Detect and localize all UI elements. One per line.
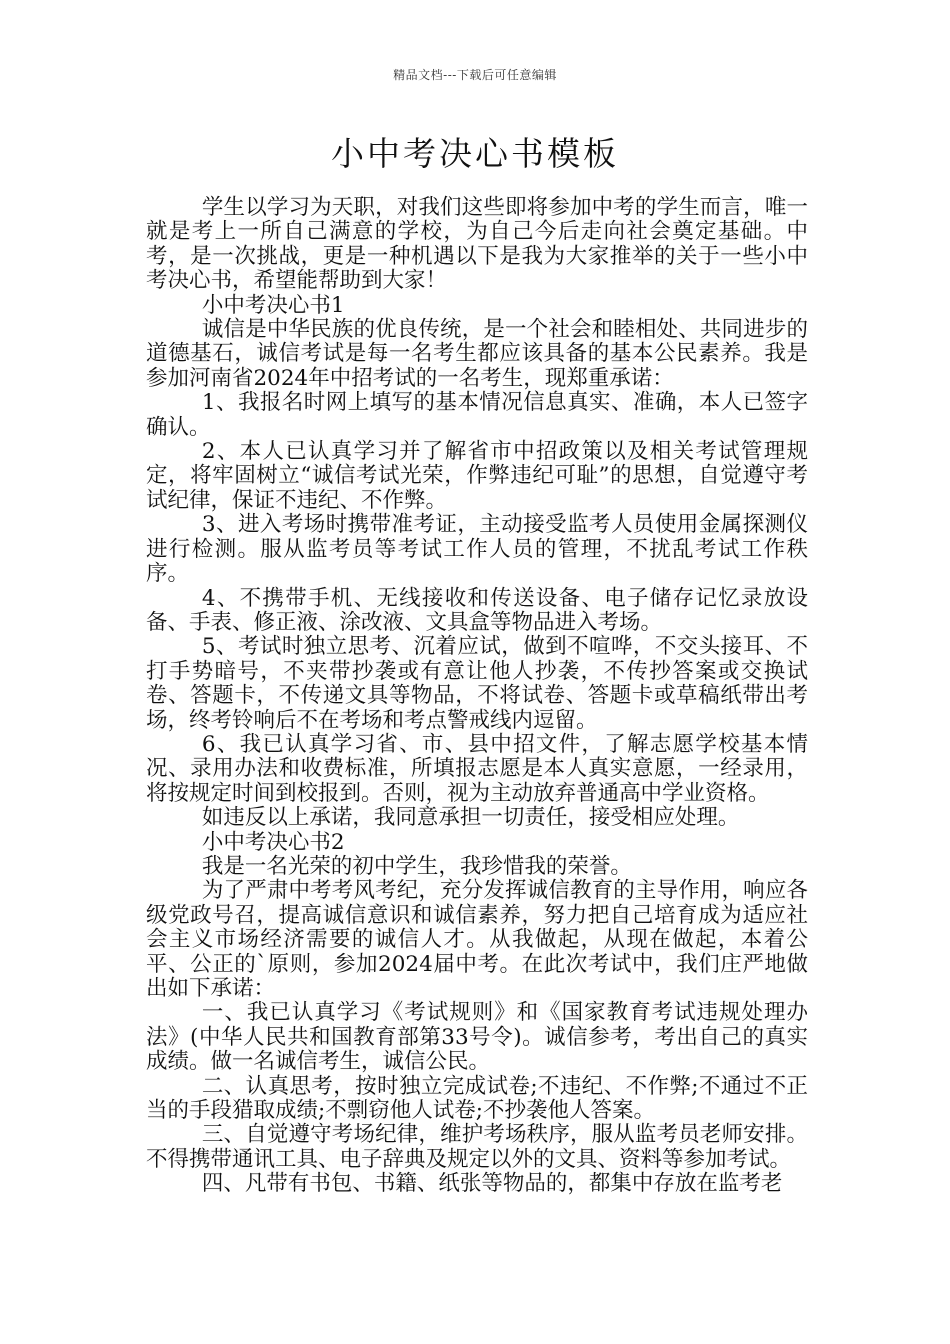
pledge-item: 一、我已认真学习《考试规则》和《国家教育考试违规处理办法》(中华人民共和国教育部第33号令)。诚信参考，考出自己的真实成绩。做一名诚信考生，诚信公民。 [146, 1000, 808, 1075]
paragraph: 诚信是中华民族的优良传统，是一个社会和睦相处、共同进步的道德基石，诚信考试是每一名考生都应该具备的基本公民素养。我是参加河南省2024年中招考试的一名考生，现郑重承诺： [146, 317, 808, 391]
section-heading-1: 小中考决心书1 [201, 292, 345, 318]
pledge-item: 5、考试时独立思考、沉着应试，做到不喧哗，不交头接耳、不打手势暗号，不夹带抄袭或有意让他人抄袭，不传抄答案或交换试卷、答题卡，不传递文具等物品，不将试卷、答题卡或草稿纸带出考场，终考铃响后不在考场和考点警戒线内逗留。 [146, 634, 808, 733]
section-heading-2: 小中考决心书2 [201, 829, 345, 855]
header-note: 精品文档---下载后可任意编辑 [393, 68, 557, 82]
paragraph: 为了严肃中考考风考纪，充分发挥诚信教育的主导作用，响应各级党政号召，提高诚信意识和诚信素养，努力把自己培育成为适应社会主义市场经济需要的诚信人才。从我做起，从现在做起，本着公平、公正的`原则，参加2024届中考。在此次考试中，我们庄严地做出如下承诺： [146, 878, 808, 1001]
paragraph: 如违反以上承诺，我同意承担一切责任，接受相应处理。 [201, 805, 740, 831]
document-body [146, 196, 808, 1197]
pledge-item: 3、进入考场时携带准考证，主动接受监考人员使用金属探测仪进行检测。服从监考员等考试工作人员的管理，不扰乱考试工作秩序。 [146, 512, 808, 587]
paragraph: 我是一名光荣的初中学生，我珍惜我的荣誉。 [201, 853, 632, 879]
pledge-item: 6、我已认真学习省、市、县中招文件，了解志愿学校基本情况、录用办法和收费标准，所填报志愿是本人真实意愿，一经录用，将按规定时间到校报到。否则，视为主动放弃普通高中学业资格。 [146, 731, 808, 806]
intro-paragraph: 学生以学习为天职，对我们这些即将参加中考的学生而言，唯一就是考上一所自己满意的学校，为自己今后走向社会奠定基础。中考，是一次挑战，更是一种机遇以下是我为大家推举的关于一些小中考决心书，希望能帮助到大家！ [146, 195, 808, 294]
pledge-item: 1、我报名时网上填写的基本情况信息真实、准确，本人已签字确认。 [146, 390, 808, 440]
document-title: 小中考决心书模板 [331, 134, 619, 173]
pledge-item: 2、本人已认真学习并了解省市中招政策以及相关考试管理规定，将牢固树立“诚信考试光荣，作弊违纪可耻”的思想，自觉遵守考试纪律，保证不违纪、不作弊。 [146, 439, 808, 513]
pledge-item: 四、凡带有书包、书籍、纸张等物品的，都集中存放在监考老 [201, 1171, 783, 1197]
pledge-item: 二、认真思考，按时独立完成试卷;不违纪、不作弊;不通过不正当的手段猎取成绩;不剽窃他人试卷;不抄袭他人答案。 [146, 1073, 808, 1124]
pledge-item: 三、自觉遵守考场纪律，维护考场秩序，服从监考员老师安排。不得携带通讯工具、电子辞典及规定以外的文具、资料等参加考试。 [146, 1122, 808, 1172]
pledge-item: 4、不携带手机、无线接收和传送设备、电子储存记忆录放设备、手表、修正液、涂改液、文具盒等物品进入考场。 [146, 585, 808, 635]
